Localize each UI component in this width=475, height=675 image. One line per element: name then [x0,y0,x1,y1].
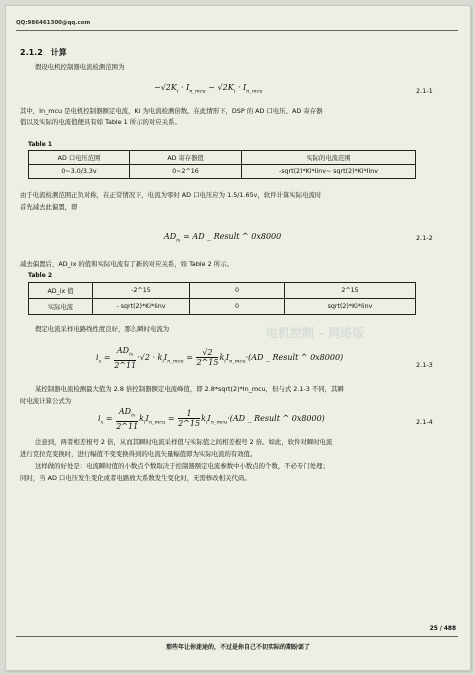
paragraph-line: 首先减去此偏置，即 [20,203,78,211]
table-row [29,165,416,179]
watermark: 电机控制 – 网络版 [266,326,365,340]
paragraph-line: 由于电流检测范围正负对称，在正常情况下，电流为零时 AD 口电压应为 1.5/1.65v，软件计算实际电流时 [20,191,322,199]
paragraph-line: 其中，In_mcu 是电机控制器额定电流，Ki 为电流检测倍数。在此情形下，DSP 的 AD 口电压、AD 寄存器 [20,107,323,115]
paragraph-line: 假定电流采样电路线性度良好，那么瞬时电流为 [35,325,170,333]
section-number: 2.1.2 [20,48,43,57]
equation-2-1-2: $AD_{ix}$ = AD _ Result ^ 0x8000 [164,232,282,244]
table-cell: 2^15 [285,283,416,299]
footer-quote: 那些年让你迷途的，不过是你自己不切实际的期盼罢了 [165,644,310,651]
table-header-cell: AD 寄存器值 [130,151,242,165]
paragraph-intro: 假设电机控制器电流检测范围为 [35,63,125,71]
equation-number: 2.1-4 [416,418,433,426]
table-cell: sqrt(2)*Ki*Iinv [285,299,416,315]
header-email: QQ:986461300@qq.com [16,20,91,26]
equation-number: 2.1-3 [416,361,433,369]
table1 [28,150,416,179]
table-row [29,151,416,165]
equation-2-1-1: $-√2K_i \cdot I_{n\_mcu}$ ~ $√2K_i \cdot I_{n\_mcu}$ [154,83,263,95]
paragraph-line: 这样做的好处是：电流瞬时值的小数点个数取决于控制器额定电流参数中小数点的个数，不必专门处理； [35,462,329,470]
paragraph-line: 进行克拉克变换时，进行幅值不变变换得到的电流矢量幅值即为实际电流的有效值。 [20,450,257,458]
table-row [29,283,416,299]
table2 [28,282,416,315]
table1-caption: Table 1 [28,141,53,148]
paragraph-line: 时电流计算公式为 [20,397,72,405]
document-page [5,5,471,671]
table2-caption: Table 2 [28,272,53,279]
table-row [29,299,416,315]
table-header-cell: AD 口电压范围 [29,151,130,165]
section-title: 计算 [50,48,67,57]
table-cell: 0 [190,299,285,315]
paragraph-line: 某控制器电流检测最大值为 2.8 倍控制器额定电流峰值，即 2.8*sqrt(2)*In_mcu，但与式 2.1-3 不同，其瞬 [35,385,344,393]
table-cell: -2^15 [93,283,190,299]
equation-2-1-3: $i_x$ = $\frac{AD_{ix}}{2\^{}11}$ $\cdot√2 \cdot k_iI_{n\_mcu}$ = $\frac{√2}{2\^{}15}$ $k_iI_{n\_mcu}\cdot(AD$ _ Result ^ 0x8000) [96,346,344,370]
section-heading [20,47,67,58]
equation-number: 2.1-2 [416,234,433,242]
paragraph-line: 减去偏置后，AD_ix 的值和实际电流有了新的对应关系，如 Table 2 所示。 [20,260,233,268]
equation-2-1-4: $i_x$ = $\frac{AD_{ix}}{2\^{}11}$ $k_iI_{n\_mcu}$ = $\frac{1}{2\^{}15}$ $k_iI_{n\_mcu}\cdot(AD$ _ Result ^ 0x8000) [98,407,325,431]
page-number: 25 / 488 [429,626,456,632]
table-cell: - sqrt(2)*Ki*Iinv [93,299,190,315]
table-header-cell: 实际的电流范围 [242,151,416,165]
table-cell: 0~3.0/3.3v [29,165,130,179]
paragraph-line: 同时，当 AD 口电压发生变化或者电路放大系数发生变化时，无需修改相关代码。 [20,474,251,482]
paragraph-line: 注意到，两者相差根号 2 倍，从而其瞬时电流采样值与实际值之间相差根号 2 倍。如此，软件对瞬时电流 [35,438,333,446]
table-cell: 0 [190,283,285,299]
table-cell: 实际电流 [29,299,93,315]
footer-divider [16,636,458,637]
table-cell: -sqrt(2)*Ki*Iinv~ sqrt(2)*Ki*Iinv [242,165,416,179]
equation-number: 2.1-1 [416,87,433,95]
table-cell: AD_ix 值 [29,283,93,299]
paragraph-line: 值以及实际的电流值便具有如 Table 1 所示的对应关系。 [20,118,181,126]
header-divider [16,30,458,31]
table-cell: 0~2^16 [130,165,242,179]
